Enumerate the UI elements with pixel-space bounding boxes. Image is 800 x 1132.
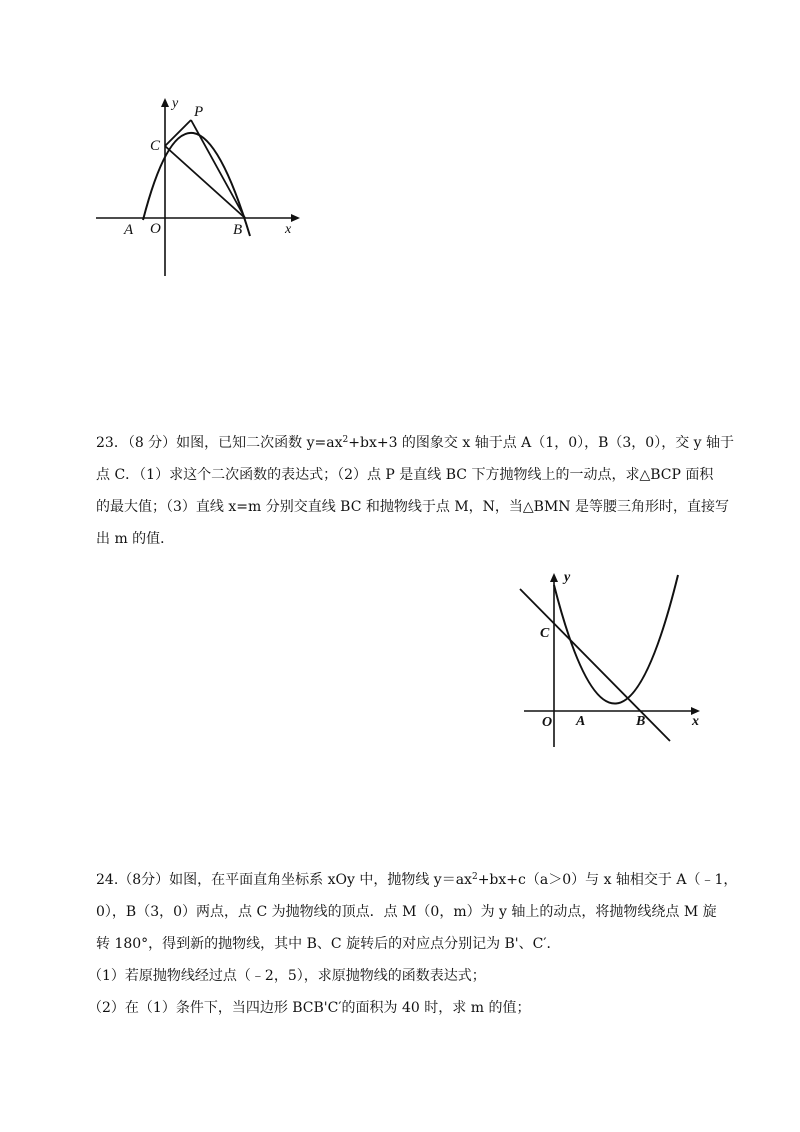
segment-cb: [165, 146, 245, 218]
q23-line-3: 的最大值；（3）直线 x=m 分别交直线 BC 和抛物线于点 M，N，当△BMN 是等腰三角形时，直接写: [96, 499, 729, 515]
label-p: P: [194, 104, 204, 120]
label-b: B: [233, 222, 243, 238]
label-b: B: [636, 714, 646, 729]
y-axis-arrow-icon: [161, 98, 169, 107]
q24-line-1: 24.（8分）如图，在平面直角坐标系 xOy 中，抛物线 $y=ax^2+bx+c(a>0)$与 x 轴相交于 A（﹣1，: [96, 872, 738, 888]
label-o: O: [150, 221, 161, 237]
q24-line-5: （2）在（1）条件下，当四边形 BCB'C′的面积为 40 时，求 m 的值；: [88, 1000, 531, 1016]
figure-1: [90, 90, 305, 285]
x-axis-arrow-icon: [291, 214, 300, 222]
figure-2-graph: [512, 565, 712, 755]
q24-line-4: （1）若原抛物线经过点（﹣2，5），求原抛物线的函数表达式；: [88, 968, 486, 984]
question-24: [88, 864, 738, 1024]
q23-line-1: 23．（8 分）如图，已知二次函数 $y=ax^2+bx+3$ 的图象交 x 轴于点 A（1，0），B（3，0），交 y 轴于: [96, 435, 735, 451]
segment-pb: [191, 120, 245, 218]
question-23: [96, 427, 735, 555]
figure-1-graph: [90, 90, 305, 285]
q23-line-2: 点 C．（1）求这个二次函数的表达式；（2）点 P 是直线 BC 下方抛物线上的一动点，求△BCP 面积: [96, 467, 714, 483]
label-c: C: [540, 626, 550, 641]
label-y: y: [172, 96, 179, 111]
label-y: y: [564, 570, 571, 585]
label-x: x: [692, 714, 699, 729]
figure-2: [512, 565, 712, 755]
label-c: C: [150, 138, 161, 154]
q23-line-4: 出 m 的值．: [96, 531, 175, 547]
label-o: O: [542, 715, 553, 730]
q24-line-3: 转 180°，得到新的抛物线，其中 B、C 旋转后的对应点分别记为 B'、C′．: [96, 936, 561, 952]
label-x: x: [285, 222, 292, 237]
label-a: A: [124, 222, 134, 238]
q24-line-2: 0），B（3，0）两点，点 C 为抛物线的顶点．点 M（0，m）为 y 轴上的动点，将抛物线绕点 M 旋: [96, 904, 717, 920]
label-a: A: [576, 714, 586, 729]
y-axis-arrow-icon: [550, 573, 558, 582]
parabola: [554, 575, 678, 704]
